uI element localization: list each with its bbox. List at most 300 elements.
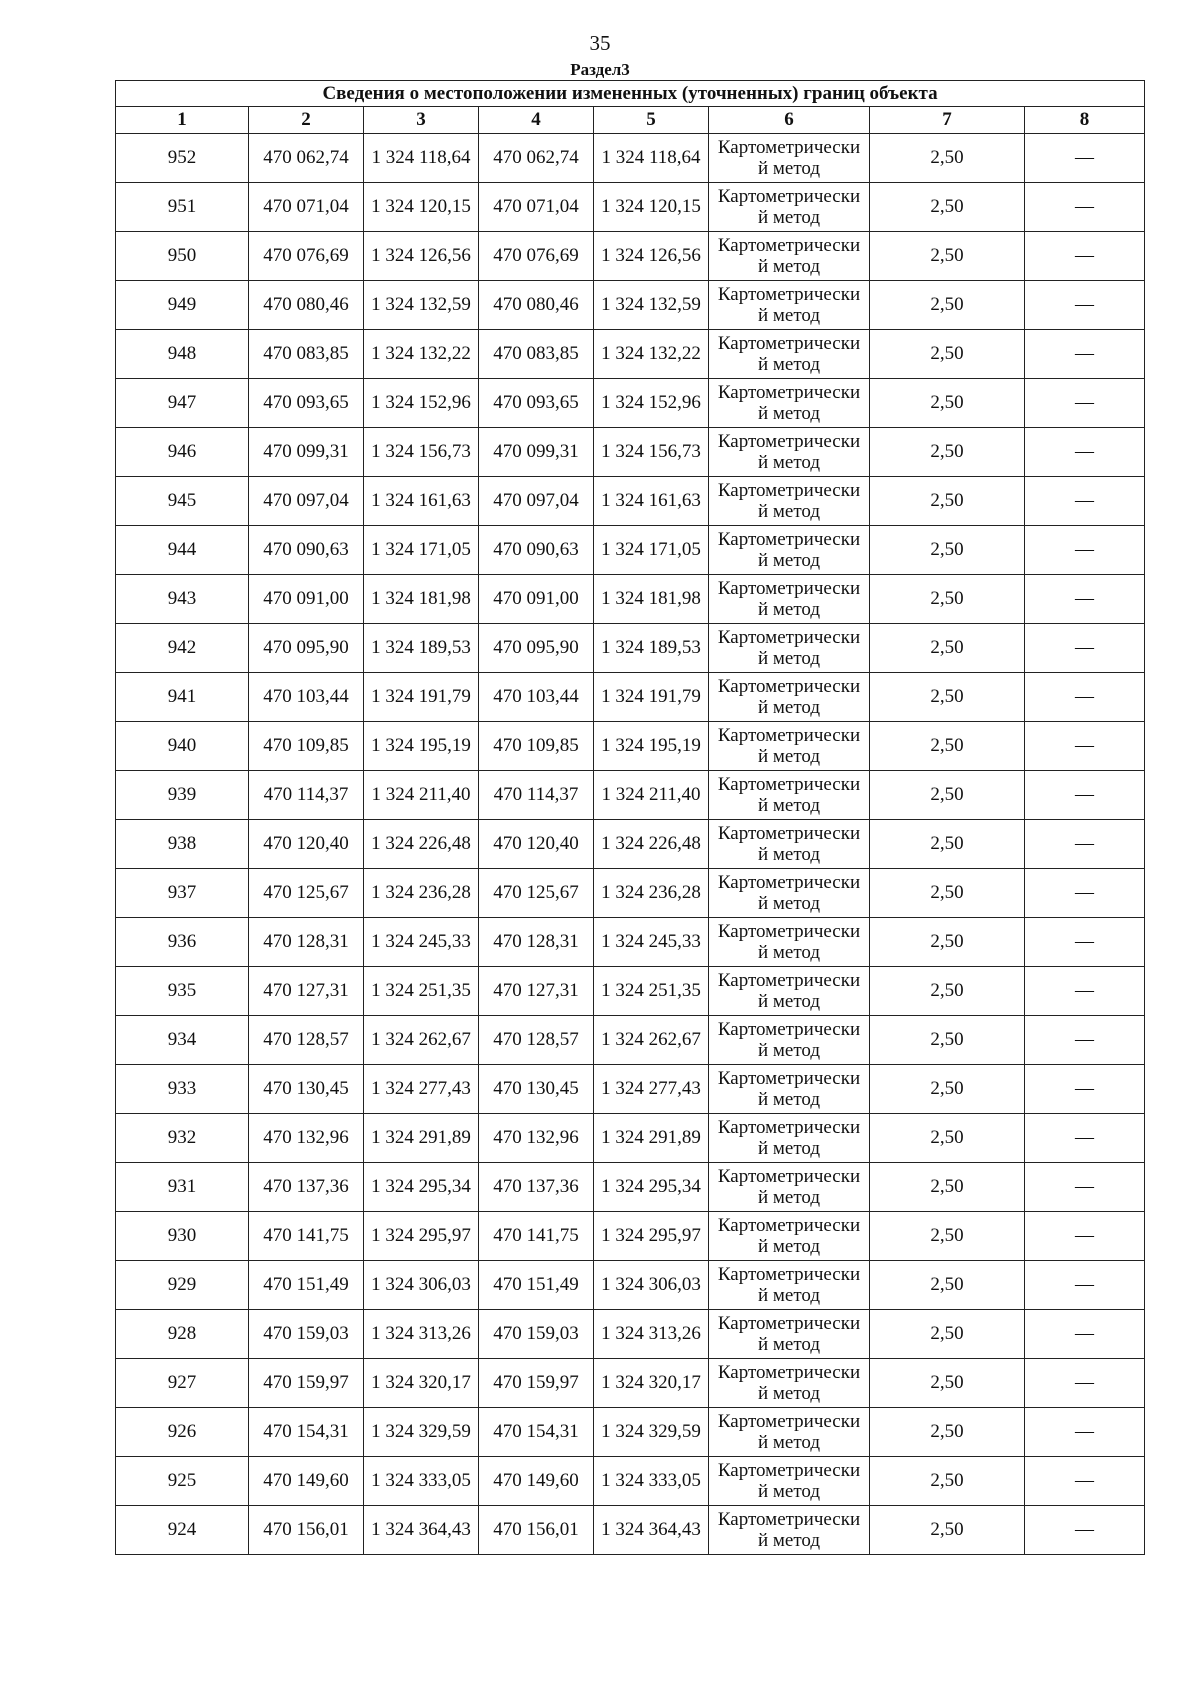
y-coordinate-cell: 1 324 195,19 [364, 722, 479, 771]
y-coordinate-cell: 1 324 295,34 [364, 1163, 479, 1212]
accuracy-cell: 2,50 [870, 1016, 1025, 1065]
method-line: й метод [757, 158, 821, 179]
accuracy-cell: 2,50 [870, 1114, 1025, 1163]
x-coordinate-cell: 470 080,46 [479, 281, 594, 330]
method-line: й метод [757, 795, 821, 816]
point-number-cell: 944 [116, 526, 249, 575]
x-coordinate-cell: 470 076,69 [249, 232, 364, 281]
method-line: й метод [757, 1089, 821, 1110]
y-coordinate-cell: 1 324 277,43 [594, 1065, 709, 1114]
x-coordinate-cell: 470 120,40 [249, 820, 364, 869]
method-line: Картометрически [717, 333, 861, 354]
method-line: й метод [757, 599, 821, 620]
x-coordinate-cell: 470 097,04 [249, 477, 364, 526]
y-coordinate-cell: 1 324 306,03 [594, 1261, 709, 1310]
x-coordinate-cell: 470 080,46 [249, 281, 364, 330]
note-cell: — [1025, 869, 1145, 918]
y-coordinate-cell: 1 324 333,05 [364, 1457, 479, 1506]
x-coordinate-cell: 470 109,85 [479, 722, 594, 771]
point-number-cell: 949 [116, 281, 249, 330]
note-cell: — [1025, 1016, 1145, 1065]
accuracy-cell: 2,50 [870, 967, 1025, 1016]
x-coordinate-cell: 470 128,57 [249, 1016, 364, 1065]
accuracy-cell: 2,50 [870, 624, 1025, 673]
method-line: й метод [757, 1187, 821, 1208]
point-number-cell: 952 [116, 134, 249, 183]
method-line: й метод [757, 746, 821, 767]
method-cell [709, 477, 870, 526]
y-coordinate-cell: 1 324 118,64 [364, 134, 479, 183]
note-cell: — [1025, 1359, 1145, 1408]
table-row [116, 428, 1145, 477]
column-number: 7 [870, 107, 1025, 134]
method-line: Картометрически [717, 431, 861, 452]
method-line: й метод [757, 991, 821, 1012]
note-cell: — [1025, 575, 1145, 624]
y-coordinate-cell: 1 324 329,59 [364, 1408, 479, 1457]
column-number: 6 [709, 107, 870, 134]
accuracy-cell: 2,50 [870, 1506, 1025, 1555]
x-coordinate-cell: 470 083,85 [249, 330, 364, 379]
x-coordinate-cell: 470 071,04 [479, 183, 594, 232]
method-line: Картометрически [717, 1117, 861, 1138]
accuracy-cell: 2,50 [870, 183, 1025, 232]
x-coordinate-cell: 470 159,03 [479, 1310, 594, 1359]
method-line: й метод [757, 1040, 821, 1061]
table-body [116, 134, 1145, 1555]
y-coordinate-cell: 1 324 181,98 [594, 575, 709, 624]
method-cell [709, 1310, 870, 1359]
x-coordinate-cell: 470 151,49 [249, 1261, 364, 1310]
column-number: 4 [479, 107, 594, 134]
method-line: Картометрически [717, 921, 861, 942]
note-cell: — [1025, 1065, 1145, 1114]
method-cell [709, 183, 870, 232]
point-number-cell: 926 [116, 1408, 249, 1457]
method-line: Картометрически [717, 480, 861, 501]
point-number-cell: 937 [116, 869, 249, 918]
note-cell: — [1025, 1163, 1145, 1212]
accuracy-cell: 2,50 [870, 1261, 1025, 1310]
table-row [116, 575, 1145, 624]
method-line: й метод [757, 942, 821, 963]
accuracy-cell: 2,50 [870, 1457, 1025, 1506]
x-coordinate-cell: 470 149,60 [249, 1457, 364, 1506]
method-line: Картометрически [717, 1166, 861, 1187]
x-coordinate-cell: 470 125,67 [479, 869, 594, 918]
x-coordinate-cell: 470 128,57 [479, 1016, 594, 1065]
accuracy-cell: 2,50 [870, 1163, 1025, 1212]
y-coordinate-cell: 1 324 211,40 [364, 771, 479, 820]
method-line: Картометрически [717, 529, 861, 550]
note-cell: — [1025, 281, 1145, 330]
x-coordinate-cell: 470 159,97 [249, 1359, 364, 1408]
method-cell [709, 1359, 870, 1408]
y-coordinate-cell: 1 324 161,63 [594, 477, 709, 526]
point-number-cell: 941 [116, 673, 249, 722]
point-number-cell: 946 [116, 428, 249, 477]
y-coordinate-cell: 1 324 236,28 [364, 869, 479, 918]
note-cell: — [1025, 967, 1145, 1016]
table-row [116, 820, 1145, 869]
x-coordinate-cell: 470 114,37 [479, 771, 594, 820]
y-coordinate-cell: 1 324 211,40 [594, 771, 709, 820]
note-cell: — [1025, 379, 1145, 428]
x-coordinate-cell: 470 091,00 [249, 575, 364, 624]
method-line: й метод [757, 354, 821, 375]
x-coordinate-cell: 470 062,74 [479, 134, 594, 183]
method-line: й метод [757, 1432, 821, 1453]
y-coordinate-cell: 1 324 191,79 [364, 673, 479, 722]
method-line: й метод [757, 844, 821, 865]
method-line: Картометрически [717, 382, 861, 403]
point-number-cell: 925 [116, 1457, 249, 1506]
x-coordinate-cell: 470 154,31 [479, 1408, 594, 1457]
y-coordinate-cell: 1 324 126,56 [364, 232, 479, 281]
accuracy-cell: 2,50 [870, 771, 1025, 820]
method-line: й метод [757, 1138, 821, 1159]
x-coordinate-cell: 470 127,31 [479, 967, 594, 1016]
y-coordinate-cell: 1 324 171,05 [594, 526, 709, 575]
point-number-cell: 947 [116, 379, 249, 428]
point-number-cell: 932 [116, 1114, 249, 1163]
method-line: й метод [757, 403, 821, 424]
note-cell: — [1025, 232, 1145, 281]
method-cell [709, 673, 870, 722]
point-number-cell: 928 [116, 1310, 249, 1359]
method-line: Картометрически [717, 137, 861, 158]
method-line: Картометрически [717, 1068, 861, 1089]
method-line: й метод [757, 648, 821, 669]
method-cell [709, 722, 870, 771]
x-coordinate-cell: 470 093,65 [249, 379, 364, 428]
column-number: 5 [594, 107, 709, 134]
column-number: 3 [364, 107, 479, 134]
point-number-cell: 950 [116, 232, 249, 281]
y-coordinate-cell: 1 324 262,67 [594, 1016, 709, 1065]
x-coordinate-cell: 470 154,31 [249, 1408, 364, 1457]
table-caption: Сведения о местоположении измененных (уточненных) границ объекта [116, 81, 1145, 107]
table-row [116, 134, 1145, 183]
method-line: й метод [757, 256, 821, 277]
method-line: Картометрически [717, 725, 861, 746]
method-cell [709, 918, 870, 967]
table-row [116, 1065, 1145, 1114]
y-coordinate-cell: 1 324 364,43 [594, 1506, 709, 1555]
point-number-cell: 924 [116, 1506, 249, 1555]
note-cell: — [1025, 1114, 1145, 1163]
table-row [116, 477, 1145, 526]
accuracy-cell: 2,50 [870, 1065, 1025, 1114]
x-coordinate-cell: 470 099,31 [479, 428, 594, 477]
y-coordinate-cell: 1 324 295,97 [364, 1212, 479, 1261]
x-coordinate-cell: 470 090,63 [479, 526, 594, 575]
method-line: Картометрически [717, 970, 861, 991]
x-coordinate-cell: 470 159,97 [479, 1359, 594, 1408]
y-coordinate-cell: 1 324 251,35 [594, 967, 709, 1016]
accuracy-cell: 2,50 [870, 1310, 1025, 1359]
table-row [116, 1408, 1145, 1457]
method-line: Картометрически [717, 1362, 861, 1383]
x-coordinate-cell: 470 103,44 [479, 673, 594, 722]
method-line: Картометрически [717, 676, 861, 697]
method-cell [709, 869, 870, 918]
table-row [116, 281, 1145, 330]
table-row [116, 1310, 1145, 1359]
x-coordinate-cell: 470 130,45 [479, 1065, 594, 1114]
note-cell: — [1025, 1506, 1145, 1555]
x-coordinate-cell: 470 130,45 [249, 1065, 364, 1114]
method-line: й метод [757, 452, 821, 473]
y-coordinate-cell: 1 324 277,43 [364, 1065, 479, 1114]
method-line: Картометрически [717, 872, 861, 893]
method-line: й метод [757, 1530, 821, 1551]
point-number-cell: 945 [116, 477, 249, 526]
accuracy-cell: 2,50 [870, 918, 1025, 967]
note-cell: — [1025, 918, 1145, 967]
method-line: й метод [757, 305, 821, 326]
method-line: Картометрически [717, 186, 861, 207]
table-row [116, 1114, 1145, 1163]
x-coordinate-cell: 470 083,85 [479, 330, 594, 379]
accuracy-cell: 2,50 [870, 232, 1025, 281]
accuracy-cell: 2,50 [870, 575, 1025, 624]
coordinates-table [115, 80, 1145, 1555]
method-line: й метод [757, 207, 821, 228]
x-coordinate-cell: 470 062,74 [249, 134, 364, 183]
method-line: Картометрически [717, 627, 861, 648]
x-coordinate-cell: 470 141,75 [249, 1212, 364, 1261]
method-line: й метод [757, 1236, 821, 1257]
method-cell [709, 624, 870, 673]
point-number-cell: 951 [116, 183, 249, 232]
y-coordinate-cell: 1 324 313,26 [364, 1310, 479, 1359]
method-cell [709, 134, 870, 183]
method-cell [709, 967, 870, 1016]
y-coordinate-cell: 1 324 226,48 [364, 820, 479, 869]
x-coordinate-cell: 470 159,03 [249, 1310, 364, 1359]
note-cell: — [1025, 428, 1145, 477]
table-row [116, 918, 1145, 967]
table-row [116, 1163, 1145, 1212]
note-cell: — [1025, 477, 1145, 526]
x-coordinate-cell: 470 125,67 [249, 869, 364, 918]
y-coordinate-cell: 1 324 189,53 [594, 624, 709, 673]
x-coordinate-cell: 470 095,90 [249, 624, 364, 673]
accuracy-cell: 2,50 [870, 869, 1025, 918]
table-row [116, 624, 1145, 673]
y-coordinate-cell: 1 324 306,03 [364, 1261, 479, 1310]
x-coordinate-cell: 470 127,31 [249, 967, 364, 1016]
note-cell: — [1025, 1212, 1145, 1261]
method-line: Картометрически [717, 1313, 861, 1334]
y-coordinate-cell: 1 324 156,73 [594, 428, 709, 477]
x-coordinate-cell: 470 071,04 [249, 183, 364, 232]
method-line: й метод [757, 501, 821, 522]
note-cell: — [1025, 526, 1145, 575]
x-coordinate-cell: 470 128,31 [479, 918, 594, 967]
table-row [116, 1457, 1145, 1506]
note-cell: — [1025, 624, 1145, 673]
table-row [116, 330, 1145, 379]
method-cell [709, 428, 870, 477]
table-row [116, 232, 1145, 281]
method-cell [709, 526, 870, 575]
method-cell [709, 379, 870, 428]
accuracy-cell: 2,50 [870, 428, 1025, 477]
note-cell: — [1025, 771, 1145, 820]
accuracy-cell: 2,50 [870, 1212, 1025, 1261]
y-coordinate-cell: 1 324 152,96 [364, 379, 479, 428]
point-number-cell: 931 [116, 1163, 249, 1212]
point-number-cell: 942 [116, 624, 249, 673]
y-coordinate-cell: 1 324 291,89 [364, 1114, 479, 1163]
column-number: 8 [1025, 107, 1145, 134]
method-line: Картометрически [717, 774, 861, 795]
page-number: 35 [589, 31, 611, 55]
point-number-cell: 940 [116, 722, 249, 771]
method-cell [709, 575, 870, 624]
method-line: Картометрически [717, 235, 861, 256]
y-coordinate-cell: 1 324 320,17 [594, 1359, 709, 1408]
accuracy-cell: 2,50 [870, 134, 1025, 183]
table-row [116, 869, 1145, 918]
section-title: Раздел3 [570, 60, 630, 79]
accuracy-cell: 2,50 [870, 1408, 1025, 1457]
method-cell [709, 1457, 870, 1506]
accuracy-cell: 2,50 [870, 722, 1025, 771]
table-row [116, 379, 1145, 428]
table-row [116, 1212, 1145, 1261]
y-coordinate-cell: 1 324 291,89 [594, 1114, 709, 1163]
point-number-cell: 943 [116, 575, 249, 624]
x-coordinate-cell: 470 141,75 [479, 1212, 594, 1261]
note-cell: — [1025, 183, 1145, 232]
x-coordinate-cell: 470 128,31 [249, 918, 364, 967]
y-coordinate-cell: 1 324 156,73 [364, 428, 479, 477]
y-coordinate-cell: 1 324 118,64 [594, 134, 709, 183]
method-line: й метод [757, 550, 821, 571]
point-number-cell: 938 [116, 820, 249, 869]
y-coordinate-cell: 1 324 132,22 [594, 330, 709, 379]
accuracy-cell: 2,50 [870, 477, 1025, 526]
method-line: й метод [757, 893, 821, 914]
note-cell: — [1025, 330, 1145, 379]
table-row [116, 183, 1145, 232]
y-coordinate-cell: 1 324 152,96 [594, 379, 709, 428]
accuracy-cell: 2,50 [870, 281, 1025, 330]
method-cell [709, 1408, 870, 1457]
y-coordinate-cell: 1 324 132,59 [594, 281, 709, 330]
point-number-cell: 948 [116, 330, 249, 379]
point-number-cell: 933 [116, 1065, 249, 1114]
x-coordinate-cell: 470 156,01 [479, 1506, 594, 1555]
method-cell [709, 1016, 870, 1065]
table-row [116, 1506, 1145, 1555]
y-coordinate-cell: 1 324 132,59 [364, 281, 479, 330]
point-number-cell: 929 [116, 1261, 249, 1310]
method-cell [709, 1114, 870, 1163]
point-number-cell: 927 [116, 1359, 249, 1408]
table-row [116, 1016, 1145, 1065]
accuracy-cell: 2,50 [870, 526, 1025, 575]
x-coordinate-cell: 470 076,69 [479, 232, 594, 281]
method-line: й метод [757, 1481, 821, 1502]
y-coordinate-cell: 1 324 313,26 [594, 1310, 709, 1359]
method-cell [709, 771, 870, 820]
point-number-cell: 934 [116, 1016, 249, 1065]
method-cell [709, 281, 870, 330]
y-coordinate-cell: 1 324 329,59 [594, 1408, 709, 1457]
method-cell [709, 1065, 870, 1114]
note-cell: — [1025, 1310, 1145, 1359]
method-line: Картометрически [717, 1460, 861, 1481]
column-number: 1 [116, 107, 249, 134]
table-row [116, 526, 1145, 575]
y-coordinate-cell: 1 324 333,05 [594, 1457, 709, 1506]
y-coordinate-cell: 1 324 120,15 [594, 183, 709, 232]
x-coordinate-cell: 470 103,44 [249, 673, 364, 722]
note-cell: — [1025, 722, 1145, 771]
y-coordinate-cell: 1 324 295,34 [594, 1163, 709, 1212]
x-coordinate-cell: 470 156,01 [249, 1506, 364, 1555]
point-number-cell: 939 [116, 771, 249, 820]
y-coordinate-cell: 1 324 189,53 [364, 624, 479, 673]
method-cell [709, 330, 870, 379]
y-coordinate-cell: 1 324 161,63 [364, 477, 479, 526]
x-coordinate-cell: 470 132,96 [249, 1114, 364, 1163]
x-coordinate-cell: 470 099,31 [249, 428, 364, 477]
method-line: й метод [757, 1334, 821, 1355]
x-coordinate-cell: 470 090,63 [249, 526, 364, 575]
table-row [116, 722, 1145, 771]
method-cell [709, 1212, 870, 1261]
y-coordinate-cell: 1 324 320,17 [364, 1359, 479, 1408]
method-cell [709, 232, 870, 281]
x-coordinate-cell: 470 149,60 [479, 1457, 594, 1506]
y-coordinate-cell: 1 324 245,33 [594, 918, 709, 967]
table-row [116, 967, 1145, 1016]
accuracy-cell: 2,50 [870, 820, 1025, 869]
method-line: Картометрически [717, 1215, 861, 1236]
accuracy-cell: 2,50 [870, 330, 1025, 379]
note-cell: — [1025, 1457, 1145, 1506]
y-coordinate-cell: 1 324 171,05 [364, 526, 479, 575]
x-coordinate-cell: 470 137,36 [249, 1163, 364, 1212]
method-line: й метод [757, 697, 821, 718]
y-coordinate-cell: 1 324 251,35 [364, 967, 479, 1016]
point-number-cell: 935 [116, 967, 249, 1016]
method-line: Картометрически [717, 823, 861, 844]
y-coordinate-cell: 1 324 236,28 [594, 869, 709, 918]
y-coordinate-cell: 1 324 226,48 [594, 820, 709, 869]
accuracy-cell: 2,50 [870, 1359, 1025, 1408]
y-coordinate-cell: 1 324 132,22 [364, 330, 479, 379]
x-coordinate-cell: 470 120,40 [479, 820, 594, 869]
column-number-row [116, 107, 1145, 134]
x-coordinate-cell: 470 151,49 [479, 1261, 594, 1310]
note-cell: — [1025, 1408, 1145, 1457]
x-coordinate-cell: 470 093,65 [479, 379, 594, 428]
y-coordinate-cell: 1 324 262,67 [364, 1016, 479, 1065]
method-cell [709, 1163, 870, 1212]
point-number-cell: 930 [116, 1212, 249, 1261]
x-coordinate-cell: 470 114,37 [249, 771, 364, 820]
y-coordinate-cell: 1 324 120,15 [364, 183, 479, 232]
y-coordinate-cell: 1 324 364,43 [364, 1506, 479, 1555]
note-cell: — [1025, 820, 1145, 869]
note-cell: — [1025, 1261, 1145, 1310]
